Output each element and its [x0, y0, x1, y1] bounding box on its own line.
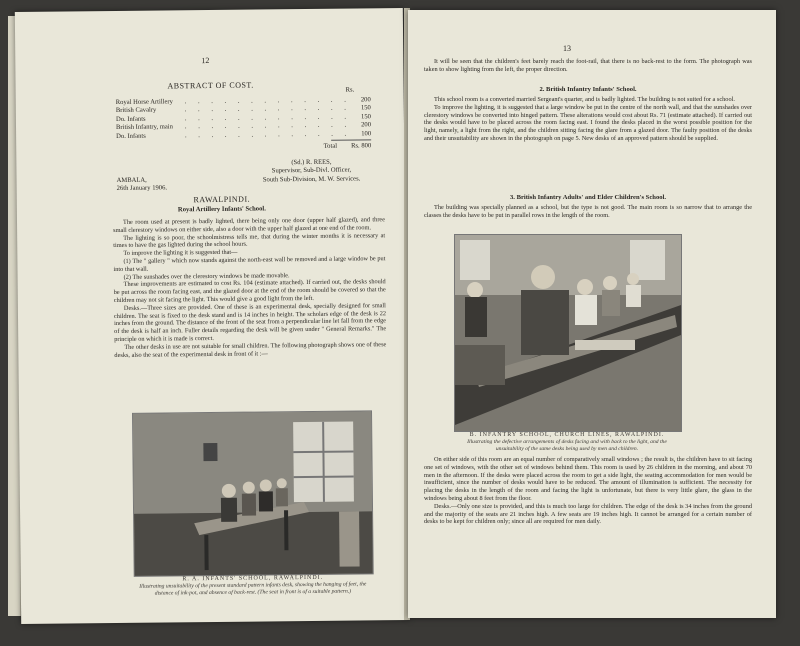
abstract-row: Do. Infants . . . . . . . . . . . . . 150 — [115, 113, 371, 123]
signature-office: South Sub-Division, M. W. Services. — [262, 175, 361, 184]
classroom-photo-illustration — [133, 411, 373, 575]
left-photo-caption — [134, 574, 372, 597]
paragraph: The room used at present is badly lighted, there being only one door (upper half glazed), and three small clerestory windows on either side, also a door with the upper half glazed at one end of the room. — [113, 216, 386, 234]
paragraph: These improvements are estimated to cost Rs. 104 (estimate attached). If carried out, the desks should be put across the room facing east, and the glazed door at the end of the room should be covered so that the children may not sit facing the light. This would give a good light from the left. — [113, 278, 386, 304]
paragraph: (1) The " gallery " which now stands against the north-east wall be removed and a large window be put into that wall. — [113, 255, 386, 273]
section-title-rawalpindi: RAWALPINDI. — [193, 194, 251, 205]
right-photo-caption-title: B. INFANTRY SCHOOL, CHURCH LINES, RAWALPINDI. — [469, 432, 665, 438]
section3-title: 3. British Infantry Adults' and Elder Children's School. — [509, 194, 667, 201]
left-body-text — [113, 216, 386, 359]
right-page — [408, 10, 776, 618]
page-number-right: 13 — [563, 44, 571, 53]
section3-body — [424, 204, 752, 220]
total-label: Total — [323, 142, 338, 150]
paragraph: The building was specially planned as a school, but the type is not good. The main room is so narrow that to arrange the classes the desks have to be put in parallel rows in the length of the room. — [424, 204, 752, 219]
left-photo-caption-title: R. A. INFANTS' SCHOOL, RAWALPINDI. — [182, 574, 324, 583]
right-body-top — [424, 58, 752, 74]
paragraph: Desks.—Three sizes are provided. One of these is an experimental desk, specially designed for small children. The seat is fixed to the desk stand and is 14 inches in height. The scholars edge of the desk is 22 inches from the ground. The distance of the front of the seat from a perpendicular line let fall from the edge of the desk is half an inch. Fuller details regarding the desk will be given under " General Remarks." The principle on which it is made is correct. — [113, 301, 387, 343]
paragraph: (2) The sunshades over the clerestory windows be made movable. — [123, 271, 290, 281]
paragraph: To improve the lighting, it is suggested that a large window be put in the centre of the north wall, and that the sunshades over clerestory windows be converted into hinged pattern. These alterations would cost about Rs. 71 (estimate attached). If carried out the desks would have to be placed across the room facing east. I found the desks placed in the worst possible position for the light, namely, a light from the right, and the children sitting facing the glare from a glazed door. The faulty position of the desks and their unsuitability are shown in the photograph on page 5. New desks of an approved pattern should be supplied. — [424, 103, 752, 142]
right-photo-caption-text: Illustrating the defective arrangements of desks facing and with back to the light, and the unsuitability of the same desks being used by men and children. — [467, 439, 667, 452]
total-rule — [331, 139, 371, 140]
classroom-photo-left — [132, 410, 374, 577]
classroom-photo-illustration — [455, 235, 681, 431]
page-number-left: 12 — [201, 56, 210, 66]
left-page — [15, 8, 409, 624]
paragraph: Desks.—Only one size is provided, and this is much too large for children. The edge of the desk is 34 inches from the ground and the majority of the seats are 21 inches high. A few seats are 19 inches high. It cannot be arranged for a certain number of desks to be kept for children only; since all are required for men daily. — [424, 502, 752, 526]
abstract-row: British Infantry, main . . . . . . . . . . . . . 200 — [115, 121, 372, 132]
abstract-total — [116, 142, 371, 153]
abstract-row: Do. Infants . . . . . . . . . . . . . 100 — [116, 129, 372, 140]
total-value: Rs. 800 — [351, 142, 372, 150]
abstract-currency: Rs. — [345, 86, 355, 94]
right-photo-caption — [454, 432, 680, 453]
signature-place-date — [117, 176, 168, 193]
signature-place: AMBALA, — [116, 176, 147, 184]
signature-date: 26th January 1906. — [116, 184, 168, 193]
signature-title: Supervisor, Sub-Divl. Officer, — [271, 166, 352, 175]
section2-title: 2. British Infantry Infants' School. — [539, 86, 637, 93]
signature-block — [231, 158, 391, 185]
abstract-table — [116, 96, 372, 153]
section-subtitle: Royal Artillery Infants' School. — [177, 205, 266, 214]
paragraph: It will be seen that the children's feet barely reach the foot-rail, that there is no back-rest to the form. The photograph was taken to show lighting from the left, the proper direction. — [424, 58, 752, 73]
paragraph: The lighting is so poor, the schoolmistress tells me, that during the winter months it is necessary at times to have the gas lighted during the school hours. — [113, 231, 386, 250]
signature-name: (Sd.) R. REES, — [291, 158, 332, 167]
abstract-row: Royal Horse Artillery . . . . . . . . . . . . . 200 — [115, 96, 371, 106]
right-body-bottom — [424, 456, 752, 526]
section2-body — [424, 96, 752, 143]
paragraph: On either side of this room are an equal number of comparatively small windows ; the result is, the children have to sit facing one set of windows, with the other set of windows behind them. This room is used by 26 children in the morning, and about 70 men in the afternoon. If the desks were placed across the room to get a side light, the seating accommodation for men would be insufficient, since the number of desks would have to be reduced. The amount of illumination is sufficient. The necessity for placing the desks in the length of the room and facing the light is unfortunate, but there is very little glare, the glass in the windows being about 8 feet from the floor. — [424, 456, 752, 502]
paragraph: The other desks in use are not suitable for small children. The following photograph shows one of these desks, also the seat of the experimental desk in front of it :— — [114, 340, 387, 359]
abstract-row: British Cavalry . . . . . . . . . . . . . 150 — [115, 104, 371, 115]
paragraph: To improve the lighting it is suggested that— — [123, 248, 238, 258]
abstract-title: ABSTRACT OF COST. — [167, 80, 254, 91]
paragraph: This school room is a converted married Sergeant's quarter, and is badly lighted. The building is not suited for a school. — [434, 96, 735, 103]
left-photo-caption-text: Illustrating unsuitability of the present standard pattern infants desk, showing the hanging of feet, the distance of ink-pot, and absence of back-rest. (The seat in front is of a suitable pattern.) — [139, 581, 367, 597]
classroom-photo-right — [454, 234, 682, 432]
